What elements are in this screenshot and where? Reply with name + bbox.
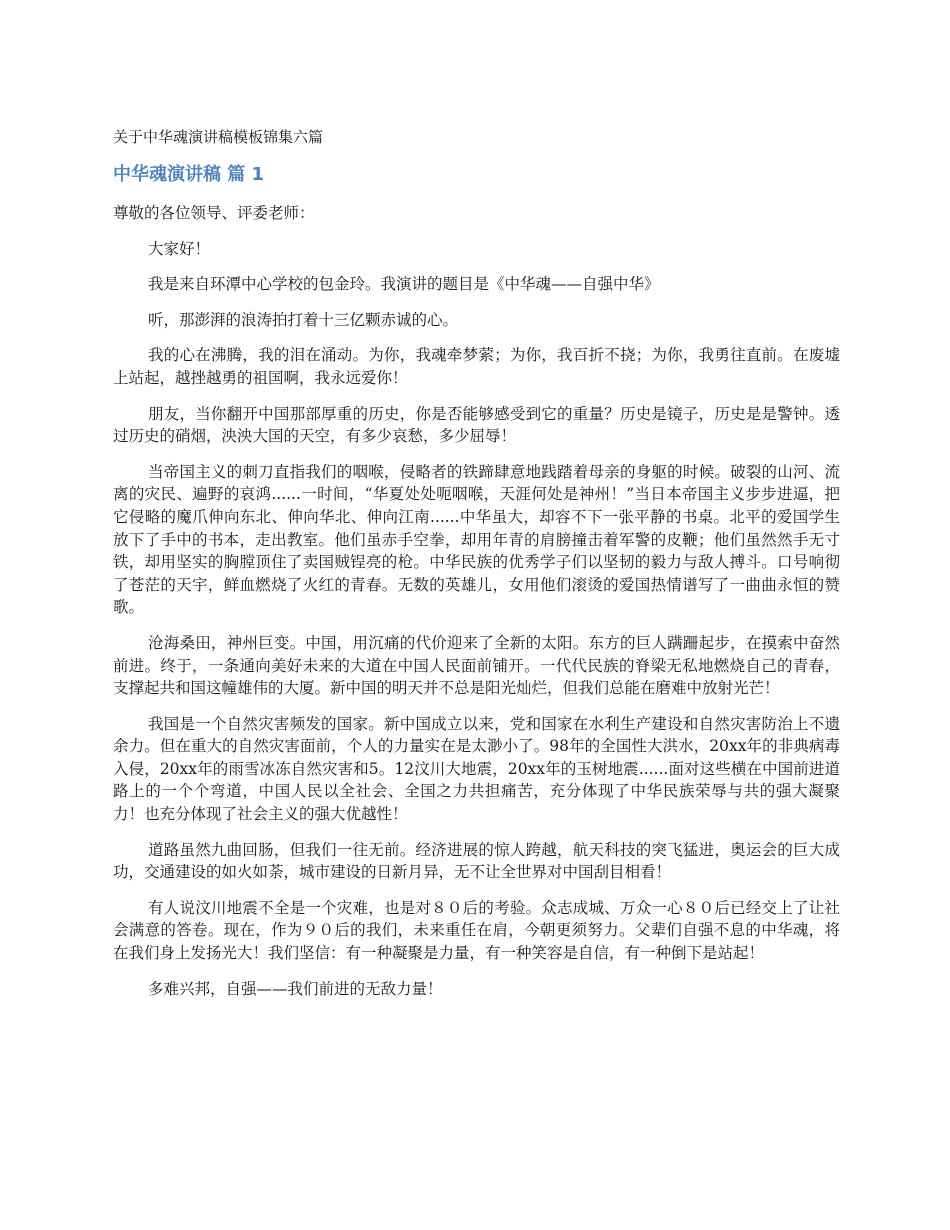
- paragraph: 听，那澎湃的浪涛拍打着十三亿颗赤诚的心。: [148, 310, 459, 329]
- paragraph: 沧海桑田，神州巨变。中国，用沉痛的代价迎来了全新的太阳。东方的巨人蹒跚起步，在摸索中奋然前进。终于，一条通向美好未来的大道在中国人民面前铺开。一代代民族的脊梁无私地燃烧自己的青春，支撑起共和国这幢雄伟的大厦。新中国的明天并不总是阳光灿烂，但我们总能在磨难中放射光芒！: [113, 633, 840, 698]
- paragraph: 朋友，当你翻开中国那部厚重的历史，你是否能够感受到它的重量？历史是镜子，历史是是警钟。透过历史的硝烟，泱泱大国的天空，有多少哀愁，多少屈辱！: [113, 404, 840, 446]
- paragraph: 我的心在沸腾，我的泪在涌动。为你，我魂牵梦萦；为你，我百折不挠；为你，我勇往直前。在废墟上站起，越挫越勇的祖国啊，我永远爱你！: [113, 346, 840, 387]
- paragraph: 多难兴邦，自强——我们前进的无敌力量！: [148, 979, 443, 998]
- paragraph: 大家好！: [148, 239, 211, 258]
- paragraph: 有人说汶川地震不全是一个灾难，也是对８０后的考验。众志成城、万众一心８０后已经交上了让社会满意的答卷。现在，作为９０后的我们，未来重任在肩，今朝更须努力。父辈们自强不息的中华魂，将在我们身上发扬光大！我们坚信：有一种凝聚是力量，有一种笑容是自信，有一种倒下是站起！: [113, 898, 840, 963]
- section-heading: 中华魂演讲稿 篇 1: [113, 164, 265, 185]
- document-page: [113, 126, 840, 1013]
- paragraph: 我是来自环潭中心学校的包金玲。我演讲的题目是《中华魂——自强中华》: [148, 275, 660, 294]
- document-title: 关于中华魂演讲稿模板锦集六篇: [113, 128, 324, 146]
- salutation: 尊敬的各位领导、评委老师：: [113, 204, 315, 222]
- paragraph: 我国是一个自然灾害频发的国家。新中国成立以来，党和国家在水利生产建设和自然灾害防治上不遗余力。但在重大的自然灾害面前，个人的力量实在是太渺小了。98年的全国性大洪水，20xx年的非典病毒入侵，20xx年的雨雪冰冻自然灾害和5。12汶川大地震，20xx年的玉树地震......面对这些横在中国前进道路上的一个个弯道，中国人民以全社会、全国之力共担痛苦，充分体现了中华民族荣辱与共的强大凝聚力！也充分体现了社会主义的强大优越性！: [113, 714, 840, 824]
- paragraph: 道路虽然九曲回肠，但我们一往无前。经济进展的惊人跨越，航天科技的突飞猛进，奥运会的巨大成功，交通建设的如火如荼，城市建设的日新月异，无不让全世界对中国刮目相看！: [113, 840, 840, 882]
- paragraph: 当帝国主义的刺刀直指我们的咽喉，侵略者的铁蹄肆意地践踏着母亲的身躯的时候。破裂的山河、流离的灾民、遍野的哀鸿......一时间，“华夏处处呃咽喉，天涯何处是神州！”当日本帝国主义步步进逼，把它侵略的魔爪伸向东北、伸向华北、伸向江南......中华虽大，却容不下一张平静的书桌。北平的爱国学生放下了手中的书本，走出教室。他们虽赤手空拳，却用年青的肩膀撞击着军警的皮鞭；他们虽然然手无寸铁，却用坚实的胸膛顶住了卖国贼锃亮的枪。中华民族的优秀学子们以坚韧的毅力与敌人搏斗。口号响彻了苍茫的天宇，鲜血燃烧了火红的青春。无数的英雄儿，女用他们滚烫的爱国热情谱写了一曲曲永恒的赞歌。: [113, 462, 840, 617]
